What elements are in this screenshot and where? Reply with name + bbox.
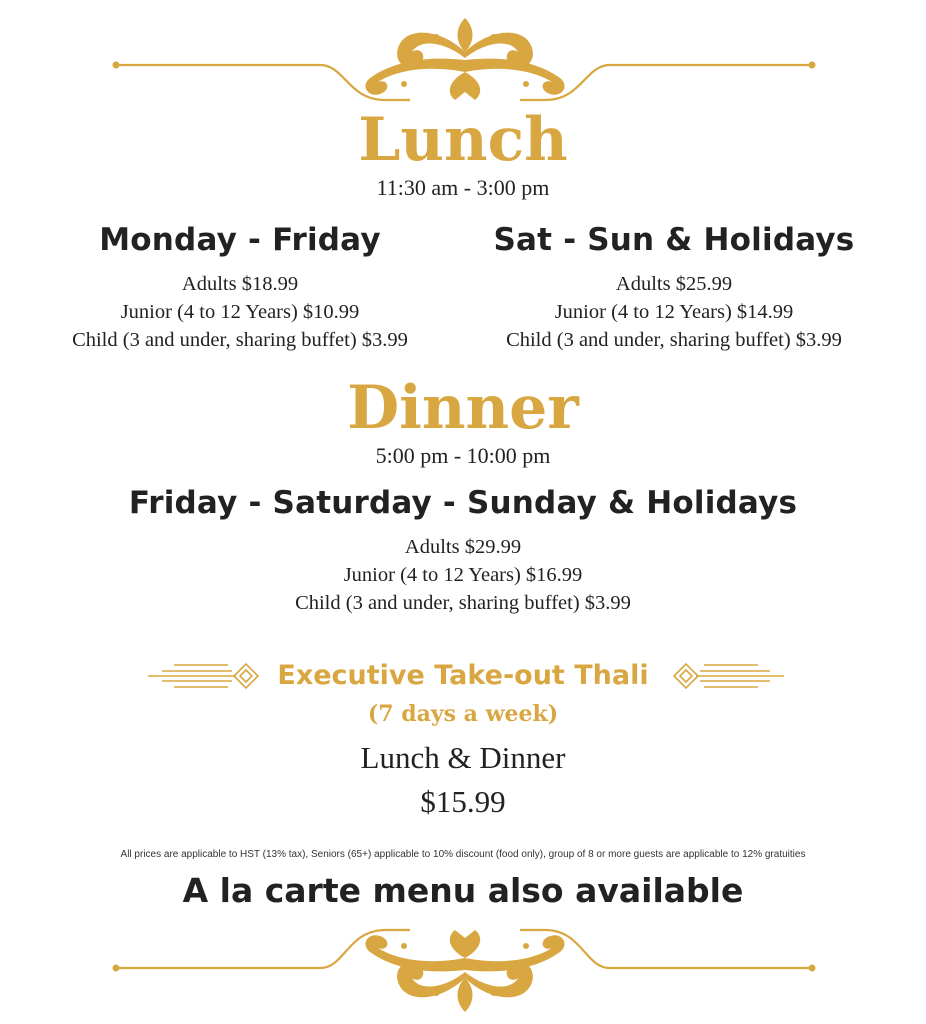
lunch-title: Lunch <box>358 105 568 175</box>
pricing-note: All prices are applicable to HST (13% tax), Seniors (65+) applicable to 10% discount (food only), group of 8 or more guests are applicable to 12% gratuities <box>120 849 806 860</box>
price-line: Child (3 and under, sharing buffet) $3.99 <box>506 329 842 351</box>
price-line: Child (3 and under, sharing buffet) $3.99 <box>295 592 631 614</box>
top-ornament-icon <box>0 8 926 108</box>
thali-price: $15.99 <box>420 784 506 819</box>
dinner-hours: 5:00 pm - 10:00 pm <box>375 443 551 468</box>
bottom-ornament-icon <box>0 920 926 1020</box>
price-line: Adults $18.99 <box>181 273 299 295</box>
alacarte-note: A la carte menu also available <box>182 871 744 910</box>
price-line: Adults $29.99 <box>404 536 522 558</box>
price-line: Child (3 and under, sharing buffet) $3.99 <box>72 329 408 351</box>
weekday-price-list <box>40 270 440 354</box>
weekend-heading: Sat - Sun & Holidays <box>493 222 855 258</box>
price-line: Junior (4 to 12 Years) $10.99 <box>120 301 360 323</box>
price-line: Junior (4 to 12 Years) $16.99 <box>343 564 583 586</box>
dinner-title: Dinner <box>347 373 579 443</box>
thali-title: Executive Take-out Thali <box>277 660 649 691</box>
weekend-price-list <box>474 270 874 354</box>
dinner-price-list <box>0 533 926 617</box>
dinner-heading: Friday - Saturday - Sunday & Holidays <box>128 485 798 521</box>
thali-meals: Lunch & Dinner <box>360 740 566 775</box>
weekday-heading: Monday - Friday <box>99 222 381 258</box>
price-line: Adults $25.99 <box>615 273 733 295</box>
thali-subtitle: (7 days a week) <box>367 701 559 727</box>
lunch-hours: 11:30 am - 3:00 pm <box>376 175 550 200</box>
price-line: Junior (4 to 12 Years) $14.99 <box>554 301 794 323</box>
